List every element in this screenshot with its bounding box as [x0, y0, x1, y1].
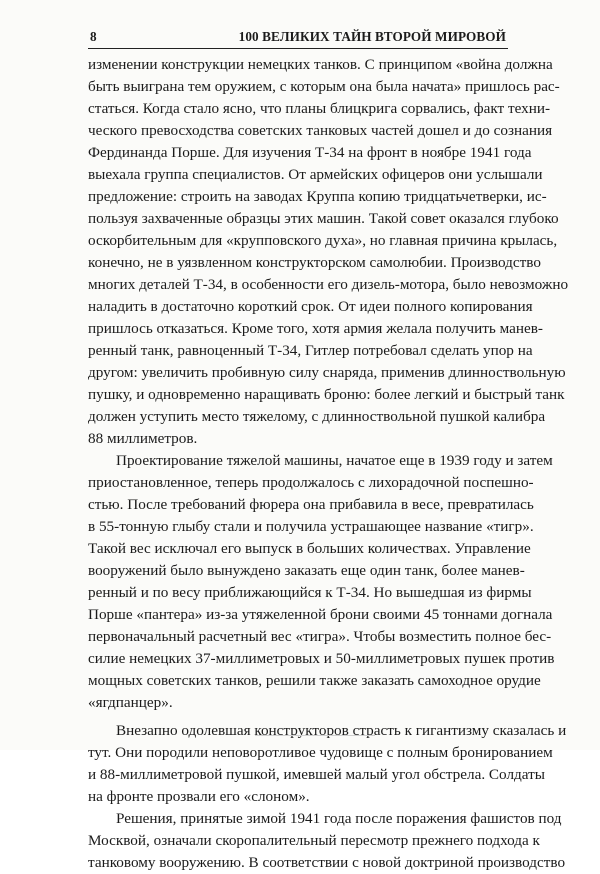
text-line: многих деталей Т-34, в особенности его дизель-мотора, было невозможно	[88, 276, 569, 293]
body-text	[88, 54, 569, 874]
text-line: стью. После требований фюрера она прибавила в весе, превратилась	[88, 496, 534, 513]
text-line: пришлось отказаться. Кроме того, хотя армия желала получить манев-	[88, 320, 543, 337]
text-line: вооружений было вынуждено заказать еще один танк, более манев-	[88, 562, 525, 579]
text-line: мощных советских танков, решили также заказать самоходное орудие	[88, 672, 541, 689]
text-line: Москвой, означали скоропалительный пересмотр прежнего подхода к	[88, 832, 540, 849]
running-title: 100 ВЕЛИКИХ ТАЙН ВТОРОЙ МИРОВОЙ	[238, 29, 506, 44]
header-rule	[88, 48, 508, 49]
text-line: ренный и по весу приближающийся к Т-34. Но вышедшая из фирмы	[88, 584, 532, 601]
text-line: 88 миллиметров.	[88, 430, 198, 447]
text-line: Внезапно одолевшая конструкторов страсть к гигантизму сказалась и	[116, 722, 567, 739]
text-line: быть выиграна тем оружием, с которым она была начата» пришлось рас-	[88, 78, 560, 95]
text-line: танковому вооружению. В соответствии с новой доктриной производство	[88, 854, 566, 871]
text-line: и 88-миллиметровой пушкой, имевшей малый угол обстрела. Солдаты	[88, 766, 545, 783]
text-line: Решения, принятые зимой 1941 года после поражения фашистов под	[116, 810, 562, 827]
text-line: на фронте прозвали его «слоном».	[88, 788, 310, 805]
text-line: оскорбительным для «крупповского духа», но главная причина крылась,	[88, 232, 558, 249]
text-line: наладить в достаточно короткий срок. От идеи полного копирования	[88, 298, 533, 315]
text-line: другом: увеличить пробивную силу снаряда, применив длинноствольную	[88, 364, 566, 381]
page-number: 8	[90, 29, 97, 44]
text-line: Фердинанда Порше. Для изучения Т-34 на фронт в ноябре 1941 года	[88, 144, 532, 161]
text-line: выехала группа специалистов. От армейских офицеров они услышали	[88, 166, 543, 183]
text-line: изменении конструкции немецких танков. С принципом «война должна	[88, 56, 553, 73]
text-line: статься. Когда стало ясно, что планы блицкрига сорвались, факт техни-	[88, 100, 551, 117]
text-line: пушку, и одновременно наращивать броню: более легкий и быстрый танк	[88, 386, 565, 403]
page-bottom-mark	[255, 735, 375, 736]
text-line: тут. Они породили неповоротливое чудовище с полным бронированием	[88, 744, 553, 761]
paragraph	[88, 720, 567, 808]
text-line: пользуя захваченные образцы этих машин. Такой совет оказался глубоко	[88, 210, 559, 227]
paragraph	[88, 54, 569, 450]
text-line: конечно, не в уязвленном конструкторском самолюбии. Производство	[88, 254, 541, 271]
text-line: «ягдпанцер».	[88, 694, 173, 711]
text-line: Проектирование тяжелой машины, начатое еще в 1939 году и затем	[116, 452, 553, 469]
text-line: первоначальный расчетный вес «тигра». Чтобы возместить полное бес-	[88, 628, 552, 645]
paragraph	[88, 450, 555, 714]
text-line: Порше «пантера» из-за утяжеленной брони своими 45 тоннами догнала	[88, 606, 553, 623]
text-line: должен уступить место тяжелому, с длинноствольной пушкой калибра	[88, 408, 546, 425]
paragraph	[88, 808, 566, 874]
text-line: ческого превосходства советских танковых частей дошел и до сознания	[88, 122, 553, 139]
text-line: силие немецких 37-миллиметровых и 50-миллиметровых пушек против	[88, 650, 555, 667]
text-line: приостановленное, теперь продолжалось с лихорадочной поспешно-	[88, 474, 534, 491]
text-line: в 55-тонную глыбу стали и получила устрашающее название «тигр».	[88, 518, 534, 535]
text-line: Такой вес исключал его выпуск в больших количествах. Управление	[88, 540, 531, 557]
text-line: предложение: строить на заводах Круппа копию тридцатьчетверки, ис-	[88, 188, 547, 205]
page-header	[90, 29, 506, 49]
text-line: ренный танк, равноценный Т-34, Гитлер потребовал сделать упор на	[88, 342, 533, 359]
